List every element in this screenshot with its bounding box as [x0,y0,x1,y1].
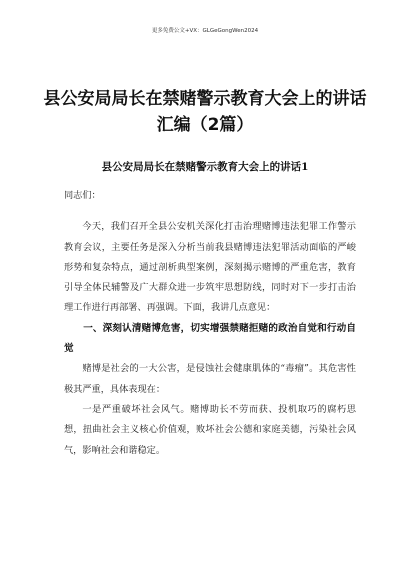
paragraph-harm-point-1: 一是严重破坏社会风气。赌博助长不劳而获、投机取巧的腐朽思想，扭曲社会主义核心价值观，败坏社会公德和家庭美德，污染社会风气，影响社会和谐稳定。 [64,403,356,456]
section-heading-1: 一、深刻认清赌博危害，切实增强禁赌拒赌的政治自觉和行动自觉 [64,322,356,355]
salutation: 同志们： [64,190,101,201]
speech-title: 县公安局局长在禁赌警示教育大会上的讲话1 [101,161,309,173]
speech-body [64,186,356,461]
header-note: 更多免费公文+VX：GLGeGongWen2024 [151,28,259,34]
document-title: 县公安局局长在禁赌警示教育大会上的讲话汇编（2篇） [43,89,367,135]
paragraph-harm-overview: 赌博是社会的一大公害，是侵蚀社会健康肌体的“毒瘤”。其危害性极其严重，具体表现在： [64,363,356,395]
paragraph-intro: 今天，我们召开全县公安机关深化打击治理赌博违法犯罪工作警示教育会议，主要任务是深入分析当前我县赌博违法犯罪活动面临的严峻形势和复杂特点，通过剖析典型案例，深刻揭示赌博的严重危害，教育引导全体民辅警及广大群众进一步筑牢思想防线，同时对下一步打击治理工作进行再部署、再强调。下面，我讲几点意见： [64,221,356,314]
